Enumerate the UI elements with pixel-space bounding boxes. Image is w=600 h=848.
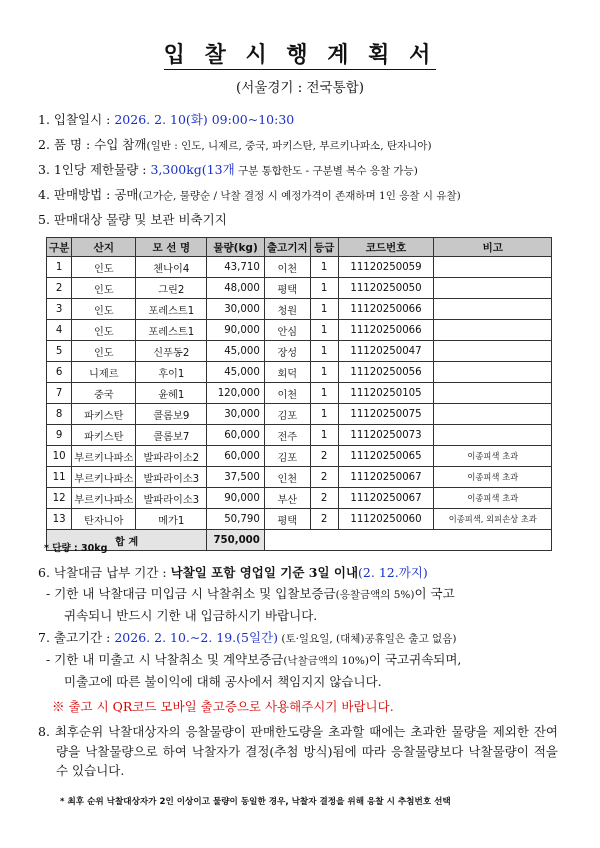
- table-cell: 2: [310, 446, 338, 467]
- col-header: 코드번호: [338, 238, 434, 257]
- table-cell: [434, 320, 552, 341]
- table-cell: 45,000: [207, 341, 265, 362]
- item-payment-period: 6. 낙찰대금 납부 기간 : 낙찰일 포함 영업일 기준 3일 이내(2. 12.까지): [38, 565, 428, 580]
- table-row: [47, 383, 552, 404]
- col-header: 물량(kg): [207, 238, 265, 257]
- table-cell: 콜롬보7: [136, 425, 207, 446]
- table-cell: 11120250066: [338, 320, 434, 341]
- table-cell: 메가1: [136, 509, 207, 530]
- table-cell: 평택: [264, 278, 310, 299]
- col-header: 모 선 명: [136, 238, 207, 257]
- table-cell: 장성: [264, 341, 310, 362]
- table-cell: 1: [310, 404, 338, 425]
- item-final-bidder: 8. 최후순위 낙찰대상자의 응찰물량이 판매한도량을 초과할 때에는 초과한 물량을 제외한 잔여량을 낙찰물량으로 하여 낙찰자가 결정(추첨 방식)됨에 따라 응찰물량보다 낙찰물량이 적을 수 있습니다.: [38, 724, 558, 778]
- sale-target-table: [46, 237, 552, 551]
- table-cell: 4: [47, 320, 72, 341]
- table-cell: 후이1: [136, 362, 207, 383]
- table-cell: 7: [47, 383, 72, 404]
- qr-warning: ※ 출고 시 QR코드 모바일 출고증으로 사용해주시기 바랍니다.: [52, 699, 394, 714]
- table-cell: 1: [310, 383, 338, 404]
- table-cell: 인천: [264, 467, 310, 488]
- table-cell: 첸나이4: [136, 257, 207, 278]
- table-cell: 1: [310, 425, 338, 446]
- table-cell: 인도: [72, 299, 136, 320]
- table-cell: 50,790: [207, 509, 265, 530]
- table-cell: 파키스탄: [72, 404, 136, 425]
- table-cell: 신푸동2: [136, 341, 207, 362]
- page-title: 입 찰 시 행 계 획 서: [163, 42, 437, 68]
- table-cell: [434, 383, 552, 404]
- table-cell: 중국: [72, 383, 136, 404]
- table-cell: 10: [47, 446, 72, 467]
- table-cell: 37,500: [207, 467, 265, 488]
- item-sale-method: 4. 판매방법 : 공매(고가순, 물량순 / 낙찰 결정 시 예정가격이 존재하며 1인 응찰 시 유찰): [38, 187, 461, 202]
- table-cell: 청원: [264, 299, 310, 320]
- item-quantity-limit: 3. 1인당 제한물량 : 3,300kg(13개 구분 통합한도 - 구분별 복수 응찰 가능): [38, 162, 418, 177]
- table-cell: 인도: [72, 257, 136, 278]
- table-cell: 90,000: [207, 320, 265, 341]
- table-cell: 부르키나파소: [72, 446, 136, 467]
- total-empty: [264, 530, 551, 551]
- table-cell: 1: [47, 257, 72, 278]
- table-cell: 안심: [264, 320, 310, 341]
- table-row: [47, 320, 552, 341]
- table-cell: 11120250047: [338, 341, 434, 362]
- col-header: 등급: [310, 238, 338, 257]
- table-row: [47, 257, 552, 278]
- table-cell: 11120250075: [338, 404, 434, 425]
- item-product: 2. 품 명 : 수입 참깨(일반 : 인도, 니제르, 중국, 파키스탄, 부르키나파소, 탄자니아): [38, 137, 432, 152]
- table-cell: 48,000: [207, 278, 265, 299]
- table-cell: 11120250065: [338, 446, 434, 467]
- table-row: [47, 467, 552, 488]
- table-cell: 11: [47, 467, 72, 488]
- item-release-period: 7. 출고기간 : 2026. 2. 10.∼2. 19.(5일간) (토·일요일, (대체)공휴일은 출고 없음): [38, 630, 457, 645]
- total-label: 합 계: [47, 530, 207, 551]
- table-cell: 5: [47, 341, 72, 362]
- table-cell: 1: [310, 278, 338, 299]
- payment-note: - 기한 내 낙찰대금 미입금 시 낙찰취소 및 입찰보증금(응찰금액의 5%)이 국고 귀속되니 반드시 기한 내 입금하시기 바랍니다.: [46, 586, 455, 623]
- table-header-row: [47, 238, 552, 257]
- table-cell: 11120250067: [338, 488, 434, 509]
- table-cell: 6: [47, 362, 72, 383]
- table-cell: 90,000: [207, 488, 265, 509]
- item-bid-datetime: 1. 입찰일시 : 2026. 2. 10(화) 09:00~10:30: [38, 112, 295, 127]
- table-row: [47, 425, 552, 446]
- table-cell: 김포: [264, 446, 310, 467]
- table-row: [47, 362, 552, 383]
- table-cell: 120,000: [207, 383, 265, 404]
- table-cell: 3: [47, 299, 72, 320]
- table-cell: 이천: [264, 383, 310, 404]
- table-cell: 전주: [264, 425, 310, 446]
- unit-note: * 단량 : 30kg: [44, 543, 108, 554]
- table-cell: 콜롬보9: [136, 404, 207, 425]
- table-cell: 30,000: [207, 404, 265, 425]
- table-cell: 11120250066: [338, 299, 434, 320]
- table-cell: 60,000: [207, 446, 265, 467]
- col-header: 산지: [72, 238, 136, 257]
- table-cell: 부산: [264, 488, 310, 509]
- table-cell: 1: [310, 362, 338, 383]
- page-subtitle: (서울경기 : 전국통합): [236, 80, 364, 96]
- table-cell: 탄자니아: [72, 509, 136, 530]
- table-cell: 11120250056: [338, 362, 434, 383]
- table-cell: 45,000: [207, 362, 265, 383]
- table-cell: 이종피색 초과: [434, 446, 552, 467]
- table-cell: 김포: [264, 404, 310, 425]
- table-cell: 60,000: [207, 425, 265, 446]
- table-cell: 11120250060: [338, 509, 434, 530]
- table-row: [47, 278, 552, 299]
- table-cell: 9: [47, 425, 72, 446]
- table-cell: 인도: [72, 278, 136, 299]
- table-cell: 30,000: [207, 299, 265, 320]
- table-cell: 1: [310, 299, 338, 320]
- table-cell: 11120250067: [338, 467, 434, 488]
- table-cell: 13: [47, 509, 72, 530]
- table-cell: 8: [47, 404, 72, 425]
- table-row: [47, 404, 552, 425]
- table-cell: 11120250105: [338, 383, 434, 404]
- table-cell: 2: [310, 467, 338, 488]
- table-cell: 그린2: [136, 278, 207, 299]
- table-cell: 11120250059: [338, 257, 434, 278]
- table-row: [47, 488, 552, 509]
- table-cell: 발파라이소3: [136, 467, 207, 488]
- footnote: * 최후 순위 낙찰대상자가 2인 이상이고 물량이 동일한 경우, 낙찰자 결정을 위해 응찰 시 추첨번호 선택: [60, 797, 451, 807]
- table-total-row: [47, 530, 552, 551]
- table-cell: [434, 425, 552, 446]
- table-cell: 이종피색 초과: [434, 467, 552, 488]
- table-cell: 1: [310, 341, 338, 362]
- table-cell: 파키스탄: [72, 425, 136, 446]
- total-value: 750,000: [207, 530, 265, 551]
- table-row: [47, 509, 552, 530]
- table-cell: 11120250050: [338, 278, 434, 299]
- table-row: [47, 446, 552, 467]
- table-cell: 부르키나파소: [72, 488, 136, 509]
- table-cell: [434, 278, 552, 299]
- table-cell: 1: [310, 257, 338, 278]
- table-cell: 이천: [264, 257, 310, 278]
- table-cell: [434, 257, 552, 278]
- table-cell: [434, 299, 552, 320]
- release-note: - 기한 내 미출고 시 낙찰취소 및 계약보증금(낙찰금액의 10%)이 국고귀속되며, 미출고에 따른 불이익에 대해 공사에서 책임지지 않습니다.: [46, 652, 462, 689]
- table-cell: 회덕: [264, 362, 310, 383]
- table-cell: 인도: [72, 341, 136, 362]
- table-cell: [434, 404, 552, 425]
- table-cell: 니제르: [72, 362, 136, 383]
- item-sale-target: 5. 판매대상 물량 및 보관 비축기지: [38, 212, 227, 227]
- table-cell: 43,710: [207, 257, 265, 278]
- table-cell: 윤헤1: [136, 383, 207, 404]
- table-cell: 포레스트1: [136, 299, 207, 320]
- table-cell: 2: [47, 278, 72, 299]
- table-cell: 평택: [264, 509, 310, 530]
- table-cell: 2: [310, 488, 338, 509]
- table-cell: 부르키나파소: [72, 467, 136, 488]
- table-cell: 이종피색, 외피손상 초과: [434, 509, 552, 530]
- table-row: [47, 299, 552, 320]
- table-cell: 12: [47, 488, 72, 509]
- table-cell: [434, 341, 552, 362]
- table-cell: 11120250073: [338, 425, 434, 446]
- col-header: 구분: [47, 238, 72, 257]
- table-row: [47, 341, 552, 362]
- table-cell: 발파라이소3: [136, 488, 207, 509]
- table-cell: 인도: [72, 320, 136, 341]
- col-header: 출고기지: [264, 238, 310, 257]
- table-cell: 포레스트1: [136, 320, 207, 341]
- table-cell: [434, 362, 552, 383]
- table-cell: 이종피색 초과: [434, 488, 552, 509]
- col-header: 비고: [434, 238, 552, 257]
- table-cell: 2: [310, 509, 338, 530]
- table-cell: 1: [310, 320, 338, 341]
- table-cell: 발파라이소2: [136, 446, 207, 467]
